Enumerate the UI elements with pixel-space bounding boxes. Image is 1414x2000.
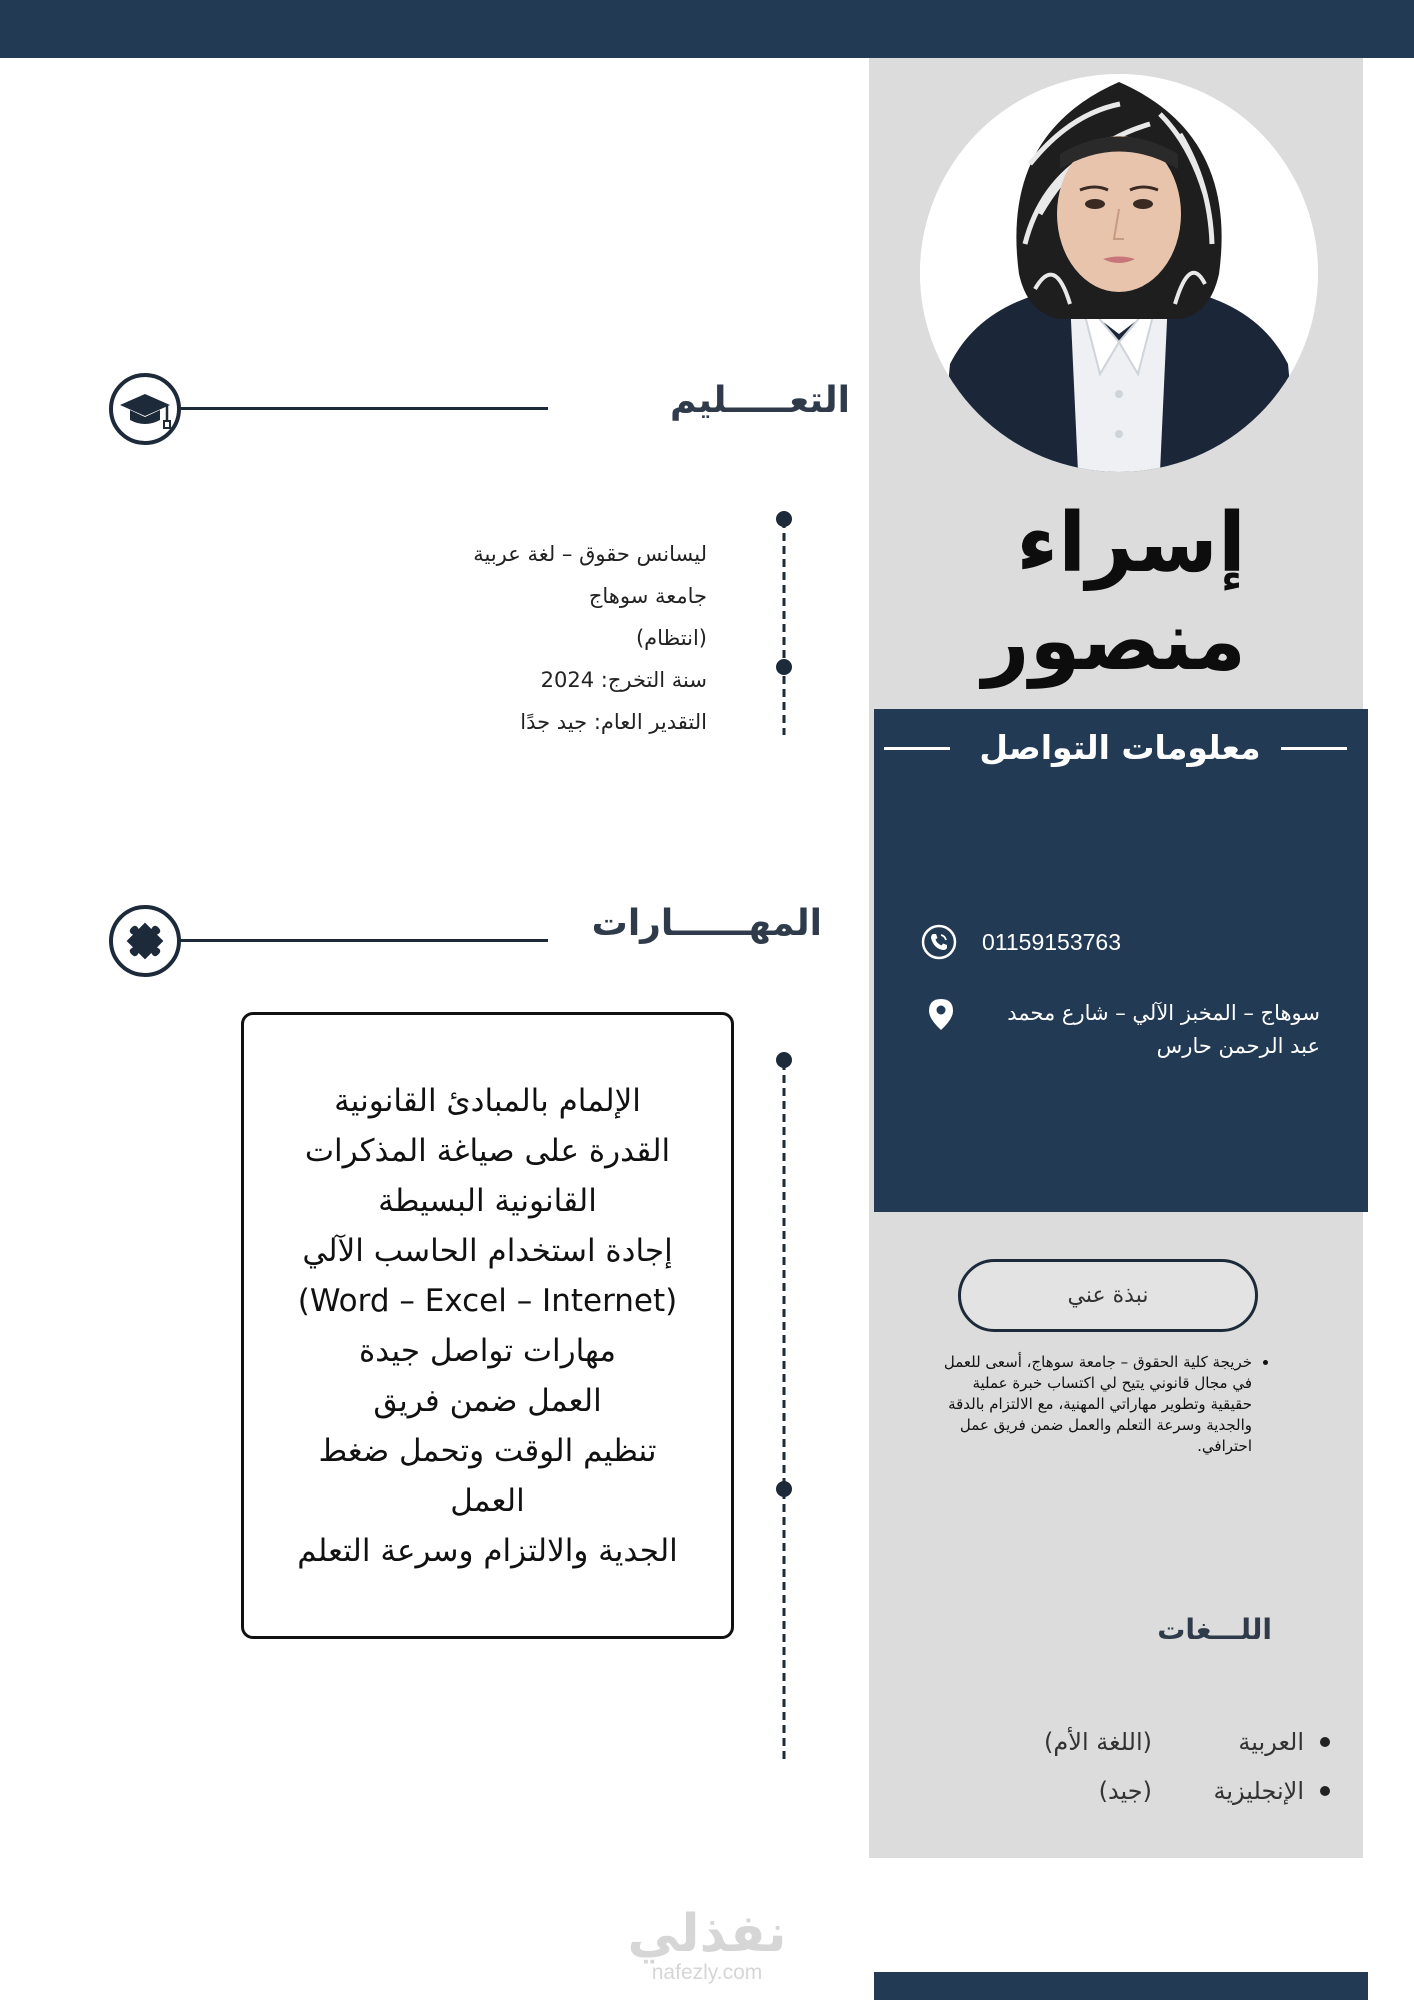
about-summary-text: • خريجة كلية الحقوق – جامعة سوهاج، أسعى للعمل في مجال قانوني يتيح لي اكتساب خبرة عملية حقيقية وتطوير مهاراتي المهنية، مع الالتزام بالدقة والجدية وسرعة التعلم والعمل ضمن فريق عمل احترافي. [930,1352,1252,1457]
education-title: التعـــــليم [669,380,850,421]
profile-photo-icon [920,74,1318,472]
education-line: سنة التخرج: 2024 [540,668,707,692]
skill-line: مهارات تواصل جيدة [359,1333,616,1369]
skills-timeline [776,1052,796,1768]
skill-line: (Word – Excel – Internet) [297,1283,678,1319]
education-line: (انتظام) [635,626,707,650]
skill-line: القانونية البسيطة [378,1183,597,1219]
language-level: (اللغة الأم) [1044,1728,1152,1756]
contact-title-rule-left [884,747,950,750]
about-heading-pill: نبذة عني [958,1259,1258,1332]
name-last: منصور [982,594,1246,689]
skill-line: العمل ضمن فريق [373,1383,602,1419]
about-summary [930,1352,1270,1457]
skills-title: المهــــــارات [591,903,822,944]
watermark-url: nafezly.com [651,1961,763,1984]
education-timeline [776,510,796,740]
education-line: جامعة سوهاج [588,584,707,608]
contact-title: معلومات التواصل [979,728,1261,767]
phone-number[interactable]: 01159153763 [982,929,1121,955]
bullet-dot [1320,1786,1330,1796]
address: سوهاج – المخبز الآلي – شارع محمد عبد الرحمن حارس [1007,1001,1320,1058]
skills-list [260,1076,715,1576]
skills-heading-rule [180,939,548,942]
top-band [0,0,1414,58]
watermark-logo: نفذلي [627,1904,787,1964]
skill-line: الإلمام بالمبادئ القانونية [334,1083,641,1119]
bullet-dot [1320,1737,1330,1747]
name-first: إسراء [1016,496,1246,591]
languages-title: اللـــغات [1157,1613,1272,1646]
education-line: التقدير العام: جيد جدًا [520,710,707,734]
skill-line: إجادة استخدام الحاسب الآلي [302,1233,673,1269]
language-name: الإنجليزية [1213,1777,1304,1805]
skill-line: تنظيم الوقت وتحمل ضغط [318,1433,657,1469]
language-level: (جيد) [1098,1777,1152,1805]
skill-line: العمل [450,1483,525,1519]
language-item [1000,1722,1330,1762]
puzzle-icon [108,904,182,978]
language-item [1000,1771,1330,1811]
contact-panel [874,709,1368,1212]
education-line: ليسانس حقوق – لغة عربية [473,542,707,566]
language-name: العربية [1238,1728,1304,1756]
profile-photo [920,74,1318,472]
skill-line: القدرة على صياغة المذكرات [304,1133,671,1169]
graduation-cap-icon [108,372,182,446]
skill-line: الجدية والالتزام وسرعة التعلم [297,1533,678,1569]
education-details [380,533,707,743]
watermark [612,1906,802,1984]
location-pin-icon [926,997,956,1031]
bottom-band [874,1972,1368,2000]
education-heading-rule [180,407,548,410]
phone-icon [921,924,957,960]
